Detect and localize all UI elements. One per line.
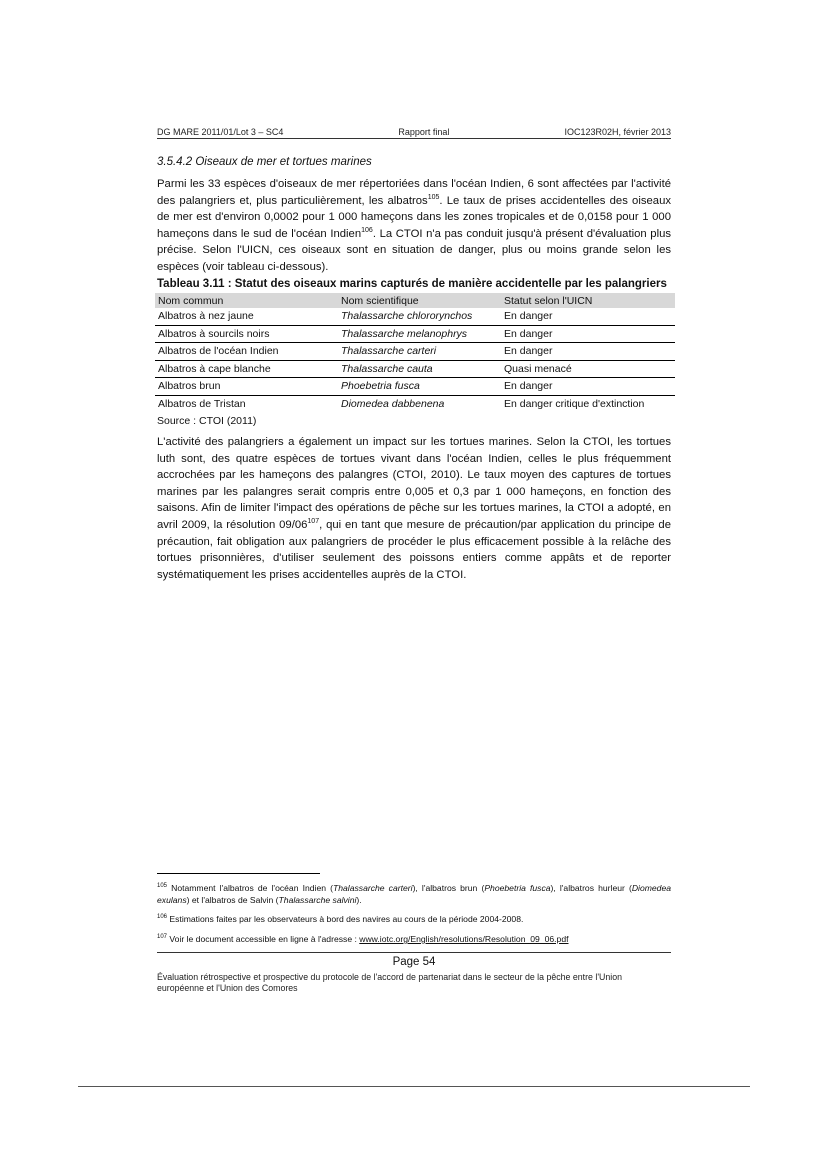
table-row [155, 360, 675, 378]
page-bottom-rule [78, 1086, 750, 1087]
footnote-text: ), l'albatros brun ( [412, 883, 485, 893]
species-name: Thalassarche carteri [332, 883, 413, 893]
col-header-scientific-name: Nom scientifique [338, 293, 501, 308]
species-name: Diomedea exulans [157, 883, 671, 905]
footnote-text: ). [356, 895, 362, 905]
table-row [155, 378, 675, 396]
species-name: Phoebetria fusca [484, 883, 551, 893]
cell-status: En danger [501, 308, 675, 325]
cell-common-name: Albatros de Tristan [158, 397, 246, 410]
cell-scientific-name: Thalassarche cauta [338, 360, 501, 378]
para2-text-1: L'activité des palangriers a également un impact sur les tortues marines. Selon la CTOI, les tortues luth sont, des quatre espèces de tortues vivant dans l'océan Indien, celles le plus fréquemment accrochées par les hameçons des palangres (CTOI, 2010). Le taux moyen des captures de tortues marines par les palangres serait compris entre 0,005 et 0,3 par 1 000 hameçons, en fonction des saisons. Afin de limiter l'impact des opérations de pêche sur les tortues marines, la CTOI a adopté, en avril 2009, la résolution 09/06 [157, 436, 671, 531]
footnote-ref-107[interactable]: 107 [307, 518, 320, 526]
table-caption: Tableau 3.11 : Statut des oiseaux marins capturés de manière accidentelle par les palangriers [157, 278, 667, 290]
cell-status: En danger critique d'extinction [504, 397, 645, 410]
footer-separator [157, 952, 671, 953]
footer-text: Évaluation rétrospective et prospective du protocole de l'accord de partenariat dans le secteur de la pêche entre l'Union européenne et l'Union des Comores [157, 972, 622, 993]
cell-common-name: Albatros de l'océan Indien [155, 343, 338, 361]
cell-status: En danger [501, 343, 675, 361]
cell-scientific-name: Phoebetria fusca [338, 378, 501, 396]
footnote-separator [157, 873, 320, 874]
page-number: Page 54 [392, 956, 436, 968]
footnote-number: 107 [157, 934, 168, 941]
header-right: IOC123R02H, février 2013 [564, 127, 671, 137]
col-header-iucn-status: Statut selon l'UICN [501, 293, 675, 308]
header-left: DG MARE 2011/01/Lot 3 – SC4 [157, 127, 284, 137]
table-row [155, 325, 675, 343]
cell-status: Quasi menacé [501, 360, 675, 378]
paragraph-seabirds [157, 176, 671, 276]
cell-scientific-name: Thalassarche melanophrys [338, 325, 501, 343]
table-header-row [155, 293, 675, 308]
footnote-number: 106 [157, 914, 168, 921]
cell-common-name: Albatros brun [155, 378, 338, 396]
cell-status: En danger [501, 378, 675, 396]
cell-scientific-name: Diomedea dabbenena [341, 397, 445, 410]
table-source: Source : CTOI (2011) [157, 415, 257, 427]
footnote-105 [157, 882, 671, 906]
footnote-ref-105[interactable]: 105 [427, 193, 440, 201]
col-header-common-name: Nom commun [155, 293, 338, 308]
table-row [155, 308, 675, 325]
footnote-106 [157, 913, 671, 925]
table-row [155, 343, 675, 361]
para1-text-1: Parmi les 33 espèces d'oiseaux de mer répertoriées dans l'océan Indien, 6 sont affectées par l'activité des palangriers et, plus particulièrement, les albatros [157, 178, 671, 207]
para1-text-3: . La CTOI n'a pas conduit jusqu'à présent d'évaluation plus précise. Selon l'UICN, ces oiseaux sont en situation de danger, plus ou moins grande selon les espèces (voir tableau ci-dessous). [157, 227, 672, 273]
footnote-text: ), l'albatros hurleur ( [550, 883, 632, 893]
section-title: 3.5.4.2 Oiseaux de mer et tortues marines [157, 156, 372, 168]
cell-scientific-name: Thalassarche carteri [338, 343, 501, 361]
header-center: Rapport final [398, 127, 450, 137]
cell-common-name: Albatros à nez jaune [155, 308, 338, 325]
seabird-status-table [155, 293, 675, 412]
footnote-number: 105 [157, 883, 168, 890]
paragraph-turtles [157, 434, 671, 583]
footnote-107 [157, 933, 671, 945]
species-name: Thalassarche salvini [278, 895, 357, 905]
para1-text-2: . Le taux de prises accidentelles des oiseaux de mer est d'environ 0,0002 pour 1 000 hameçons dans les zones tropicales et de 0,0158 pour 1 000 hameçons dans le sud de l'océan Indien [157, 194, 671, 240]
para2-text-2: , qui en tant que mesure de précaution/par application du principe de précaution, fait obligation aux palangriers de procéder le plus efficacement possible à la relâche des tortues prisonnières, d'utiliser seulement des poissons entiers comme appâts et de reporter systématiquement les prises accidentelles auprès de la CTOI. [157, 518, 671, 581]
cell-common-name: Albatros à sourcils noirs [155, 325, 338, 343]
footnote-text: Estimations faites par les observateurs à bord des navires au cours de la période 2004-2008. [167, 914, 524, 924]
cell-status: En danger [501, 325, 675, 343]
resolution-link[interactable]: www.iotc.org/English/resolutions/Resolution_09_06.pdf [359, 934, 569, 944]
cell-scientific-name: Thalassarche chlororynchos [338, 308, 501, 325]
footnote-text: Notamment l'albatros de l'océan Indien ( [167, 883, 333, 893]
footnote-text: Voir le document accessible en ligne à l'adresse : [167, 934, 360, 944]
footnote-text: ) et l'albatros de Salvin ( [186, 895, 279, 905]
table-row [155, 395, 675, 412]
cell-common-name: Albatros à cape blanche [155, 360, 338, 378]
running-header [157, 127, 671, 139]
footnote-ref-106[interactable]: 106 [361, 227, 373, 235]
